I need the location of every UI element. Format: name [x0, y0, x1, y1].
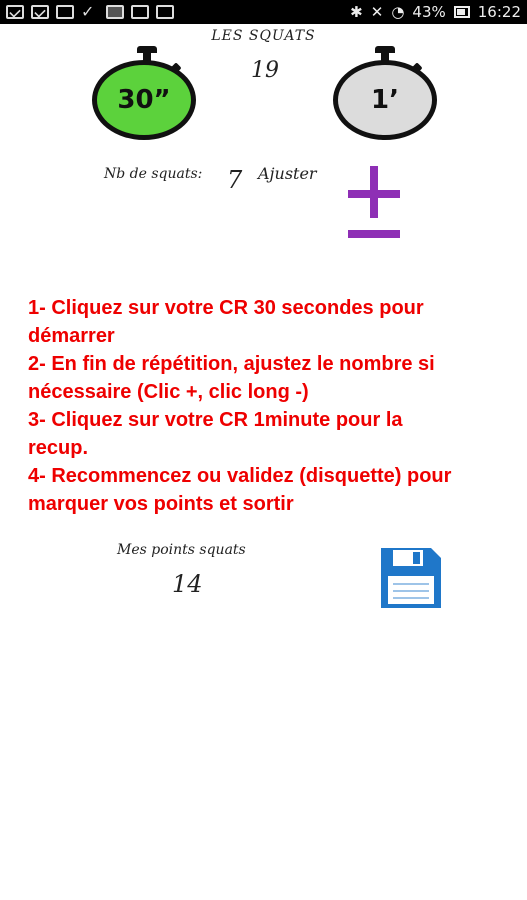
exercise-title: LES SQUATS — [211, 28, 316, 44]
mute-icon: ✕ — [370, 3, 384, 21]
stopwatch-1min-icon — [333, 60, 437, 140]
message-icon — [156, 5, 174, 19]
floppy-disk-icon[interactable] — [379, 546, 443, 610]
points-value: 14 — [172, 570, 203, 598]
instructions — [28, 294, 508, 518]
timer-30s-button[interactable] — [92, 46, 202, 142]
clock-time: 16:22 — [477, 3, 521, 21]
instruction-line: nécessaire (Clic +, clic long -) — [28, 381, 309, 403]
image-icon — [106, 5, 124, 19]
system-icons — [350, 2, 521, 22]
floppy-disk-graphic — [379, 546, 443, 610]
bluetooth-icon: ✱ — [350, 3, 363, 21]
timer-1min-button[interactable] — [333, 46, 443, 142]
check-icon: ✓ — [81, 2, 95, 21]
minus-bar — [348, 230, 400, 238]
points-label: Mes points squats — [117, 542, 246, 558]
adjust-label: Ajuster — [258, 164, 317, 183]
wifi-icon: ◔ — [391, 3, 405, 21]
reps-label: Nb de squats: — [104, 166, 203, 182]
instruction-line: 4- Recommencez ou validez (disquette) pour — [28, 465, 452, 487]
plus-minus-icon[interactable] — [348, 166, 402, 240]
mail-icon — [31, 5, 49, 19]
battery-percent: 43% — [412, 3, 446, 21]
timer-30s-label: 30” — [117, 85, 171, 115]
plus-vertical-bar — [370, 166, 378, 218]
message-icon — [56, 5, 74, 19]
status-bar — [0, 0, 527, 24]
timer-1min-label: 1’ — [371, 85, 399, 115]
instruction-line: 1- Cliquez sur votre CR 30 secondes pour — [28, 297, 424, 319]
instruction-line: recup. — [28, 437, 89, 459]
total-count: 19 — [251, 58, 279, 83]
instruction-line: 3- Cliquez sur votre CR 1minute pour la — [28, 409, 403, 431]
instruction-line: 2- En fin de répétition, ajustez le nombre si — [28, 353, 435, 375]
instruction-line: marquer vos points et sortir — [28, 493, 294, 515]
mail-icon — [6, 5, 24, 19]
reps-value: 7 — [227, 166, 243, 194]
notification-icons — [6, 3, 174, 21]
message-icon — [131, 5, 149, 19]
battery-icon — [454, 6, 470, 18]
stopwatch-30s-icon — [92, 60, 196, 140]
instruction-line: démarrer — [28, 325, 115, 347]
